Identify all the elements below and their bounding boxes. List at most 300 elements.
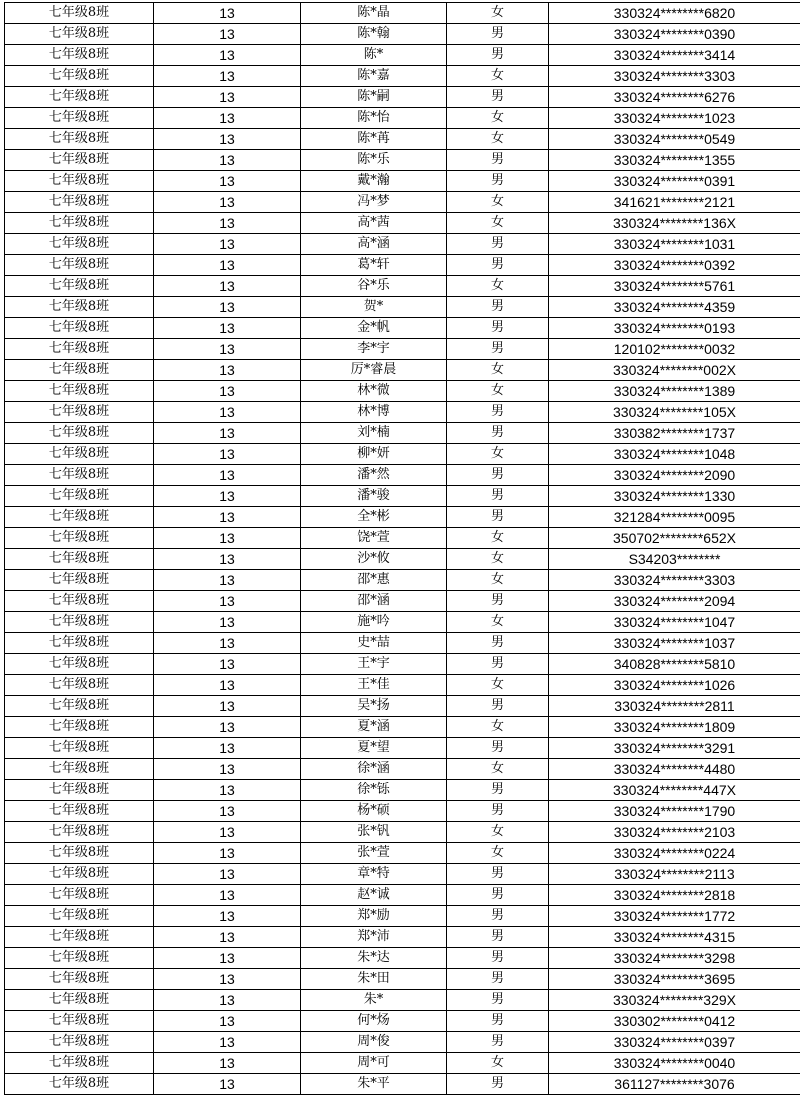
- class-cell: 七年级8班: [5, 990, 154, 1011]
- roster-table-body: [5, 3, 800, 1095]
- gender-cell: 男: [447, 24, 549, 45]
- student-name-cell: 章*特: [301, 864, 447, 885]
- student-name-cell: 张*钒: [301, 822, 447, 843]
- id-number-cell: 330324********2113: [549, 864, 800, 885]
- table-row: [5, 1011, 800, 1032]
- class-cell: 七年级8班: [5, 654, 154, 675]
- id-number-cell: 330324********1809: [549, 717, 800, 738]
- table-row: [5, 234, 800, 255]
- gender-cell: 女: [447, 570, 549, 591]
- id-number-cell: 330324********1355: [549, 150, 800, 171]
- gender-cell: 女: [447, 528, 549, 549]
- table-row: [5, 801, 800, 822]
- student-name-cell: 葛*轩: [301, 255, 447, 276]
- table-row: [5, 675, 800, 696]
- age-cell: 13: [154, 1032, 301, 1053]
- class-cell: 七年级8班: [5, 738, 154, 759]
- id-number-cell: 330324********1026: [549, 675, 800, 696]
- student-name-cell: 王*宇: [301, 654, 447, 675]
- student-name-cell: 潘*然: [301, 465, 447, 486]
- age-cell: 13: [154, 948, 301, 969]
- id-number-cell: 330324********136X: [549, 213, 800, 234]
- student-name-cell: 张*萱: [301, 843, 447, 864]
- age-cell: 13: [154, 864, 301, 885]
- age-cell: 13: [154, 297, 301, 318]
- table-row: [5, 822, 800, 843]
- table-row: [5, 738, 800, 759]
- table-row: [5, 486, 800, 507]
- table-row: [5, 591, 800, 612]
- student-name-cell: 全*彬: [301, 507, 447, 528]
- id-number-cell: 330324********2103: [549, 822, 800, 843]
- age-cell: 13: [154, 780, 301, 801]
- student-name-cell: 厉*睿晨: [301, 360, 447, 381]
- class-cell: 七年级8班: [5, 276, 154, 297]
- id-number-cell: 330324********0549: [549, 129, 800, 150]
- age-cell: 13: [154, 318, 301, 339]
- class-cell: 七年级8班: [5, 549, 154, 570]
- table-row: [5, 717, 800, 738]
- gender-cell: 男: [447, 255, 549, 276]
- gender-cell: 女: [447, 192, 549, 213]
- gender-cell: 男: [447, 990, 549, 1011]
- gender-cell: 女: [447, 1053, 549, 1074]
- table-row: [5, 87, 800, 108]
- student-name-cell: 陈*翰: [301, 24, 447, 45]
- table-row: [5, 507, 800, 528]
- age-cell: 13: [154, 612, 301, 633]
- class-cell: 七年级8班: [5, 843, 154, 864]
- gender-cell: 男: [447, 234, 549, 255]
- student-name-cell: 邵*惠: [301, 570, 447, 591]
- student-name-cell: 徐*涵: [301, 759, 447, 780]
- student-name-cell: 赵*诚: [301, 885, 447, 906]
- class-cell: 七年级8班: [5, 507, 154, 528]
- id-number-cell: 330324********1790: [549, 801, 800, 822]
- id-number-cell: 330324********2811: [549, 696, 800, 717]
- class-cell: 七年级8班: [5, 66, 154, 87]
- table-row: [5, 150, 800, 171]
- id-number-cell: 330324********447X: [549, 780, 800, 801]
- gender-cell: 男: [447, 423, 549, 444]
- table-row: [5, 255, 800, 276]
- student-name-cell: 潘*骏: [301, 486, 447, 507]
- age-cell: 13: [154, 654, 301, 675]
- table-row: [5, 423, 800, 444]
- class-cell: 七年级8班: [5, 24, 154, 45]
- class-cell: 七年级8班: [5, 171, 154, 192]
- student-name-cell: 吴*扬: [301, 696, 447, 717]
- class-cell: 七年级8班: [5, 213, 154, 234]
- table-row: [5, 276, 800, 297]
- class-cell: 七年级8班: [5, 633, 154, 654]
- student-name-cell: 刘*楠: [301, 423, 447, 444]
- id-number-cell: 330324********105X: [549, 402, 800, 423]
- student-name-cell: 冯*梦: [301, 192, 447, 213]
- table-row: [5, 696, 800, 717]
- id-number-cell: 330324********2818: [549, 885, 800, 906]
- table-row: [5, 633, 800, 654]
- gender-cell: 男: [447, 780, 549, 801]
- age-cell: 13: [154, 171, 301, 192]
- gender-cell: 女: [447, 213, 549, 234]
- table-row: [5, 528, 800, 549]
- class-cell: 七年级8班: [5, 108, 154, 129]
- gender-cell: 男: [447, 402, 549, 423]
- student-name-cell: 陈*苒: [301, 129, 447, 150]
- table-row: [5, 3, 800, 24]
- age-cell: 13: [154, 927, 301, 948]
- id-number-cell: 330324********4480: [549, 759, 800, 780]
- gender-cell: 男: [447, 507, 549, 528]
- id-number-cell: 330382********1737: [549, 423, 800, 444]
- table-row: [5, 885, 800, 906]
- gender-cell: 男: [447, 927, 549, 948]
- id-number-cell: 321284********0095: [549, 507, 800, 528]
- table-row: [5, 129, 800, 150]
- student-name-cell: 陈*乐: [301, 150, 447, 171]
- gender-cell: 男: [447, 318, 549, 339]
- age-cell: 13: [154, 213, 301, 234]
- gender-cell: 女: [447, 108, 549, 129]
- table-row: [5, 927, 800, 948]
- student-name-cell: 陈*嘉: [301, 66, 447, 87]
- table-row: [5, 24, 800, 45]
- gender-cell: 男: [447, 696, 549, 717]
- gender-cell: 男: [447, 633, 549, 654]
- age-cell: 13: [154, 696, 301, 717]
- gender-cell: 女: [447, 66, 549, 87]
- student-name-cell: 徐*铄: [301, 780, 447, 801]
- table-row: [5, 402, 800, 423]
- age-cell: 13: [154, 549, 301, 570]
- age-cell: 13: [154, 801, 301, 822]
- student-name-cell: 沙*攸: [301, 549, 447, 570]
- id-number-cell: 330324********2094: [549, 591, 800, 612]
- id-number-cell: 330324********0397: [549, 1032, 800, 1053]
- student-name-cell: 郑*沛: [301, 927, 447, 948]
- student-name-cell: 陈*晶: [301, 3, 447, 24]
- table-row: [5, 1074, 800, 1095]
- age-cell: 13: [154, 507, 301, 528]
- class-cell: 七年级8班: [5, 297, 154, 318]
- id-number-cell: 330324********002X: [549, 360, 800, 381]
- age-cell: 13: [154, 885, 301, 906]
- student-name-cell: 王*佳: [301, 675, 447, 696]
- class-cell: 七年级8班: [5, 675, 154, 696]
- class-cell: 七年级8班: [5, 234, 154, 255]
- id-number-cell: 330324********2090: [549, 465, 800, 486]
- table-row: [5, 654, 800, 675]
- class-cell: 七年级8班: [5, 570, 154, 591]
- age-cell: 13: [154, 969, 301, 990]
- student-name-cell: 陈*嗣: [301, 87, 447, 108]
- gender-cell: 女: [447, 444, 549, 465]
- student-roster-table: [4, 2, 800, 1095]
- id-number-cell: 330324********3303: [549, 570, 800, 591]
- age-cell: 13: [154, 3, 301, 24]
- gender-cell: 男: [447, 801, 549, 822]
- id-number-cell: 330324********329X: [549, 990, 800, 1011]
- class-cell: 七年级8班: [5, 465, 154, 486]
- age-cell: 13: [154, 717, 301, 738]
- gender-cell: 男: [447, 906, 549, 927]
- id-number-cell: 340828********5810: [549, 654, 800, 675]
- student-name-cell: 施*吟: [301, 612, 447, 633]
- class-cell: 七年级8班: [5, 528, 154, 549]
- class-cell: 七年级8班: [5, 759, 154, 780]
- age-cell: 13: [154, 1011, 301, 1032]
- age-cell: 13: [154, 255, 301, 276]
- table-row: [5, 948, 800, 969]
- gender-cell: 女: [447, 129, 549, 150]
- table-row: [5, 549, 800, 570]
- age-cell: 13: [154, 234, 301, 255]
- age-cell: 13: [154, 591, 301, 612]
- age-cell: 13: [154, 990, 301, 1011]
- id-number-cell: 330324********0392: [549, 255, 800, 276]
- table-row: [5, 66, 800, 87]
- student-name-cell: 何*炀: [301, 1011, 447, 1032]
- student-name-cell: 戴*瀚: [301, 171, 447, 192]
- class-cell: 七年级8班: [5, 1032, 154, 1053]
- class-cell: 七年级8班: [5, 423, 154, 444]
- table-row: [5, 192, 800, 213]
- id-number-cell: 361127********3076: [549, 1074, 800, 1095]
- gender-cell: 男: [447, 885, 549, 906]
- age-cell: 13: [154, 675, 301, 696]
- class-cell: 七年级8班: [5, 339, 154, 360]
- class-cell: 七年级8班: [5, 486, 154, 507]
- student-name-cell: 高*茜: [301, 213, 447, 234]
- age-cell: 13: [154, 66, 301, 87]
- class-cell: 七年级8班: [5, 1053, 154, 1074]
- student-name-cell: 金*帆: [301, 318, 447, 339]
- student-name-cell: 朱*平: [301, 1074, 447, 1095]
- table-row: [5, 171, 800, 192]
- table-row: [5, 108, 800, 129]
- student-name-cell: 高*涵: [301, 234, 447, 255]
- student-name-cell: 周*可: [301, 1053, 447, 1074]
- age-cell: 13: [154, 1053, 301, 1074]
- gender-cell: 女: [447, 675, 549, 696]
- class-cell: 七年级8班: [5, 318, 154, 339]
- gender-cell: 女: [447, 717, 549, 738]
- id-number-cell: 330324********6276: [549, 87, 800, 108]
- student-name-cell: 林*微: [301, 381, 447, 402]
- student-name-cell: 邵*涵: [301, 591, 447, 612]
- age-cell: 13: [154, 444, 301, 465]
- roster-sheet: [4, 2, 800, 1095]
- age-cell: 13: [154, 570, 301, 591]
- age-cell: 13: [154, 339, 301, 360]
- gender-cell: 男: [447, 654, 549, 675]
- id-number-cell: 330324********4359: [549, 297, 800, 318]
- age-cell: 13: [154, 486, 301, 507]
- class-cell: 七年级8班: [5, 402, 154, 423]
- age-cell: 13: [154, 150, 301, 171]
- age-cell: 13: [154, 906, 301, 927]
- student-name-cell: 史*喆: [301, 633, 447, 654]
- id-number-cell: 330324********1330: [549, 486, 800, 507]
- id-number-cell: 330324********3695: [549, 969, 800, 990]
- gender-cell: 女: [447, 759, 549, 780]
- table-row: [5, 444, 800, 465]
- id-number-cell: 330324********0391: [549, 171, 800, 192]
- id-number-cell: 330324********1048: [549, 444, 800, 465]
- age-cell: 13: [154, 633, 301, 654]
- gender-cell: 男: [447, 738, 549, 759]
- table-row: [5, 906, 800, 927]
- gender-cell: 男: [447, 591, 549, 612]
- class-cell: 七年级8班: [5, 1011, 154, 1032]
- gender-cell: 男: [447, 339, 549, 360]
- age-cell: 13: [154, 738, 301, 759]
- table-row: [5, 1032, 800, 1053]
- table-row: [5, 843, 800, 864]
- id-number-cell: 330324********1031: [549, 234, 800, 255]
- class-cell: 七年级8班: [5, 906, 154, 927]
- gender-cell: 男: [447, 1074, 549, 1095]
- class-cell: 七年级8班: [5, 87, 154, 108]
- class-cell: 七年级8班: [5, 948, 154, 969]
- gender-cell: 女: [447, 843, 549, 864]
- class-cell: 七年级8班: [5, 45, 154, 66]
- age-cell: 13: [154, 528, 301, 549]
- class-cell: 七年级8班: [5, 780, 154, 801]
- student-name-cell: 谷*乐: [301, 276, 447, 297]
- age-cell: 13: [154, 402, 301, 423]
- table-row: [5, 318, 800, 339]
- gender-cell: 男: [447, 1032, 549, 1053]
- class-cell: 七年级8班: [5, 192, 154, 213]
- id-number-cell: 330324********3414: [549, 45, 800, 66]
- id-number-cell: 330324********1047: [549, 612, 800, 633]
- id-number-cell: 330324********0390: [549, 24, 800, 45]
- gender-cell: 女: [447, 549, 549, 570]
- table-row: [5, 339, 800, 360]
- student-name-cell: 陈*怡: [301, 108, 447, 129]
- student-name-cell: 林*博: [301, 402, 447, 423]
- gender-cell: 男: [447, 87, 549, 108]
- table-row: [5, 612, 800, 633]
- student-name-cell: 朱*: [301, 990, 447, 1011]
- gender-cell: 男: [447, 864, 549, 885]
- age-cell: 13: [154, 45, 301, 66]
- gender-cell: 男: [447, 948, 549, 969]
- class-cell: 七年级8班: [5, 717, 154, 738]
- student-name-cell: 李*宇: [301, 339, 447, 360]
- id-number-cell: 330324********3298: [549, 948, 800, 969]
- class-cell: 七年级8班: [5, 129, 154, 150]
- class-cell: 七年级8班: [5, 3, 154, 24]
- gender-cell: 男: [447, 465, 549, 486]
- age-cell: 13: [154, 465, 301, 486]
- id-number-cell: 330324********3303: [549, 66, 800, 87]
- id-number-cell: 120102********0032: [549, 339, 800, 360]
- student-name-cell: 饶*萱: [301, 528, 447, 549]
- class-cell: 七年级8班: [5, 360, 154, 381]
- gender-cell: 女: [447, 381, 549, 402]
- class-cell: 七年级8班: [5, 591, 154, 612]
- age-cell: 13: [154, 822, 301, 843]
- class-cell: 七年级8班: [5, 1074, 154, 1095]
- table-row: [5, 297, 800, 318]
- class-cell: 七年级8班: [5, 381, 154, 402]
- gender-cell: 女: [447, 276, 549, 297]
- id-number-cell: 330302********0412: [549, 1011, 800, 1032]
- age-cell: 13: [154, 192, 301, 213]
- gender-cell: 女: [447, 3, 549, 24]
- id-number-cell: 330324********1389: [549, 381, 800, 402]
- class-cell: 七年级8班: [5, 969, 154, 990]
- gender-cell: 男: [447, 969, 549, 990]
- class-cell: 七年级8班: [5, 696, 154, 717]
- student-name-cell: 柳*妍: [301, 444, 447, 465]
- student-name-cell: 贺*: [301, 297, 447, 318]
- class-cell: 七年级8班: [5, 885, 154, 906]
- id-number-cell: 330324********1772: [549, 906, 800, 927]
- gender-cell: 男: [447, 486, 549, 507]
- gender-cell: 男: [447, 1011, 549, 1032]
- student-name-cell: 杨*硕: [301, 801, 447, 822]
- id-number-cell: 330324********1037: [549, 633, 800, 654]
- age-cell: 13: [154, 108, 301, 129]
- age-cell: 13: [154, 24, 301, 45]
- student-name-cell: 朱*田: [301, 969, 447, 990]
- table-row: [5, 864, 800, 885]
- age-cell: 13: [154, 129, 301, 150]
- gender-cell: 女: [447, 822, 549, 843]
- id-number-cell: 330324********5761: [549, 276, 800, 297]
- id-number-cell: 330324********3291: [549, 738, 800, 759]
- gender-cell: 男: [447, 45, 549, 66]
- id-number-cell: S34203********: [549, 549, 800, 570]
- gender-cell: 男: [447, 297, 549, 318]
- table-row: [5, 969, 800, 990]
- age-cell: 13: [154, 423, 301, 444]
- id-number-cell: 330324********1023: [549, 108, 800, 129]
- class-cell: 七年级8班: [5, 612, 154, 633]
- table-row: [5, 360, 800, 381]
- age-cell: 13: [154, 87, 301, 108]
- id-number-cell: 330324********4315: [549, 927, 800, 948]
- class-cell: 七年级8班: [5, 801, 154, 822]
- class-cell: 七年级8班: [5, 864, 154, 885]
- student-name-cell: 夏*涵: [301, 717, 447, 738]
- gender-cell: 女: [447, 612, 549, 633]
- student-name-cell: 郑*励: [301, 906, 447, 927]
- table-row: [5, 990, 800, 1011]
- age-cell: 13: [154, 381, 301, 402]
- class-cell: 七年级8班: [5, 255, 154, 276]
- gender-cell: 男: [447, 150, 549, 171]
- table-row: [5, 759, 800, 780]
- class-cell: 七年级8班: [5, 822, 154, 843]
- table-row: [5, 780, 800, 801]
- gender-cell: 女: [447, 360, 549, 381]
- class-cell: 七年级8班: [5, 927, 154, 948]
- student-name-cell: 朱*达: [301, 948, 447, 969]
- id-number-cell: 330324********0224: [549, 843, 800, 864]
- id-number-cell: 330324********0193: [549, 318, 800, 339]
- id-number-cell: 350702********652X: [549, 528, 800, 549]
- age-cell: 13: [154, 759, 301, 780]
- table-row: [5, 45, 800, 66]
- table-row: [5, 465, 800, 486]
- id-number-cell: 330324********0040: [549, 1053, 800, 1074]
- age-cell: 13: [154, 276, 301, 297]
